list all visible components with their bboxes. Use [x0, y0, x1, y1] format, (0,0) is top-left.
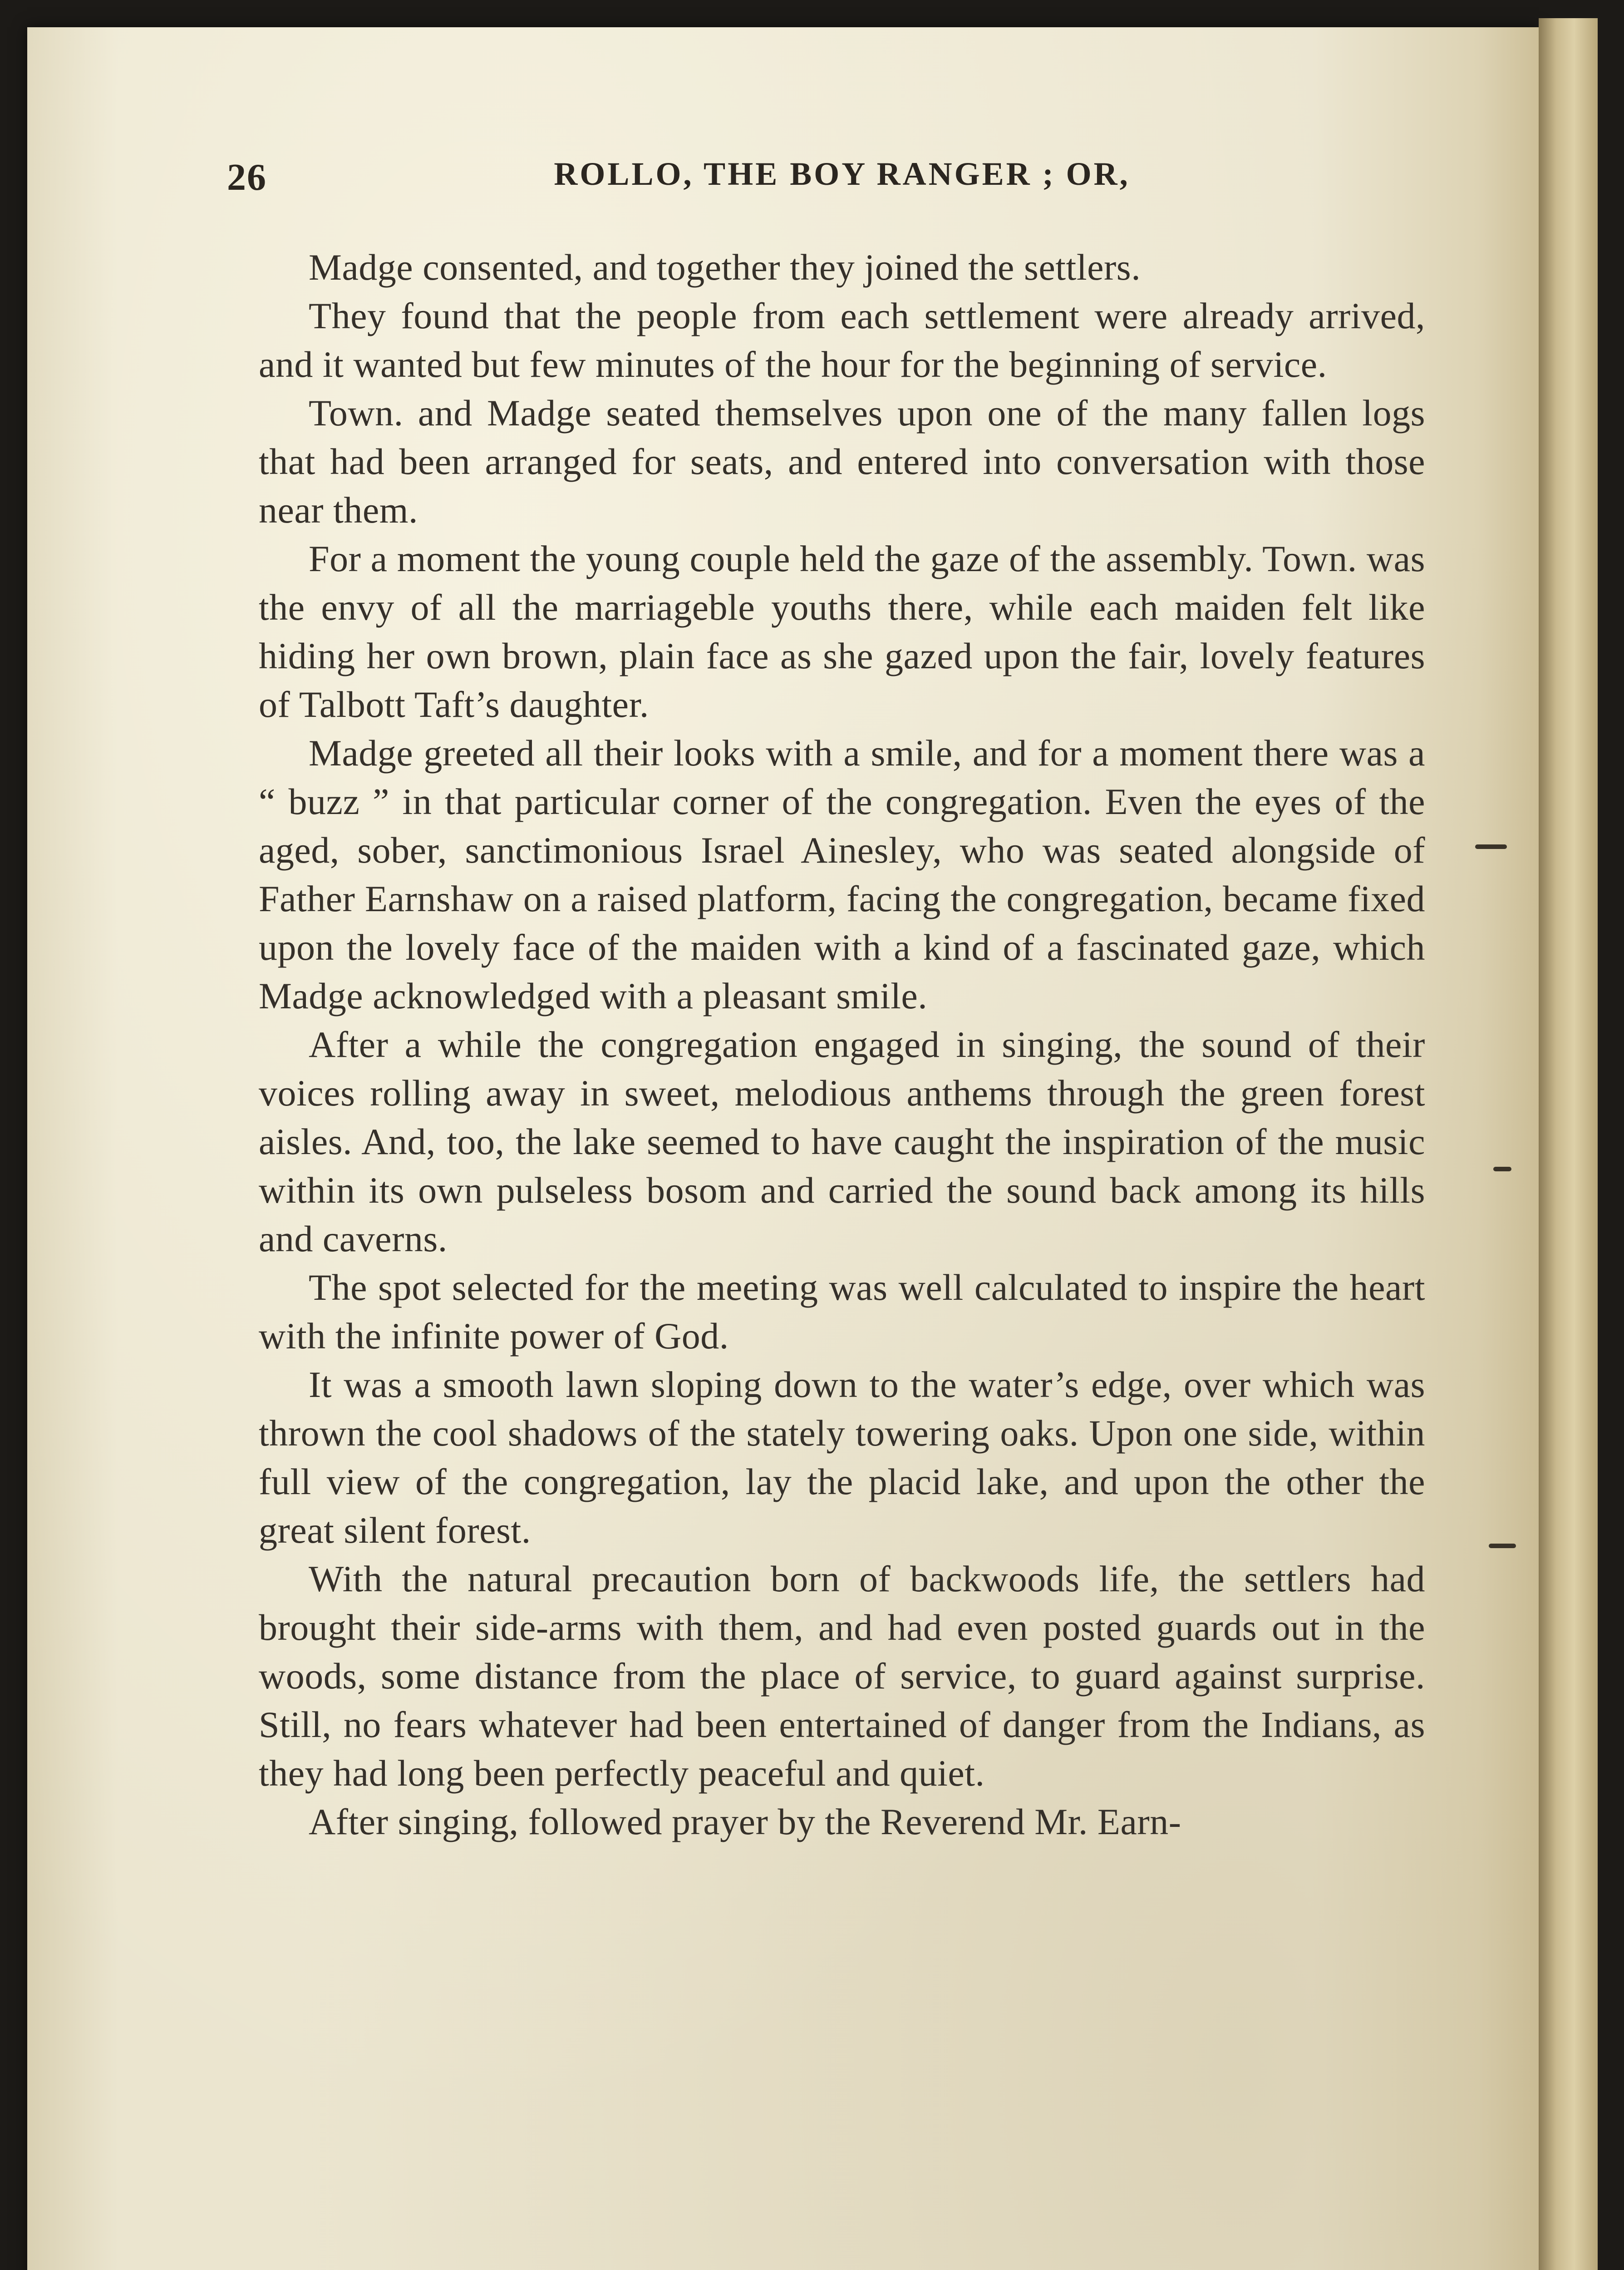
adjacent-page-edge [1539, 18, 1598, 2270]
paragraph-3: Town. and Madge seated themselves upon one of the many fallen logs that had been arranged for seats, and entered into conversation with those near them. [259, 392, 1425, 531]
paragraph-2: They found that the people from each settlement were already arrived, and it wanted but few minutes of the hour for the beginning of service. [259, 295, 1425, 385]
paragraph-10: After singing, followed prayer by the Reverend Mr. Earn- [309, 1801, 1181, 1842]
paragraph-7: The spot selected for the meeting was well calculated to inspire the heart with the infinite power of God. [259, 1267, 1425, 1357]
binding-crease-mark [1493, 1167, 1511, 1171]
paragraph-5: Madge greeted all their looks with a smile, and for a moment there was a “ buzz ” in that particular corner of the congregation. Even the eyes of the aged, sober, sanctimonious Israel Ainesley, who was seated alongside of Father Earnshaw on a raised platform, facing the congregation, became fixed upon the lovely face of the maiden with a kind of a fascinated gaze, which Madge acknowledged with a pleasant smile. [259, 732, 1425, 1017]
running-head [27, 132, 1539, 198]
running-title: ROLLO, THE BOY RANGER ; OR, [554, 156, 1130, 192]
book-page [27, 27, 1539, 2270]
paragraph-6: After a while the congregation engaged in singing, the sound of their voices rolling away in sweet, melodious anthems through the green forest aisles. And, too, the lake seemed to have caught the inspiration of the music within its own pulseless bosom and carried the sound back among its hills and caverns. [259, 1024, 1425, 1259]
binding-crease-mark [1475, 844, 1507, 849]
paragraph-8: It was a smooth lawn sloping down to the water’s edge, over which was thrown the cool shadows of the stately towering oaks. Upon one side, within full view of the congregation, lay the placid lake, and upon the other the great silent forest. [259, 1364, 1425, 1551]
binding-crease-mark [1489, 1544, 1516, 1548]
paragraph-4: For a moment the young couple held the gaze of the assembly. Town. was the envy of all the marriageble youths there, while each maiden felt like hiding her own brown, plain face as she gazed upon the fair, lovely features of Talbott Taft’s daughter. [259, 538, 1425, 725]
page-number: 26 [227, 156, 267, 198]
paragraph-9: With the natural precaution born of backwoods life, the settlers had brought their side-arms with them, and had even posted guards out in the woods, some distance from the place of service, to guard against surprise. Still, no fears whatever had been entertained of danger from the Indians, as they had long been perfectly peaceful and quiet. [259, 1558, 1425, 1794]
paragraph-1: Madge consented, and together they joined the settlers. [309, 247, 1141, 288]
body-text [259, 243, 1425, 1846]
